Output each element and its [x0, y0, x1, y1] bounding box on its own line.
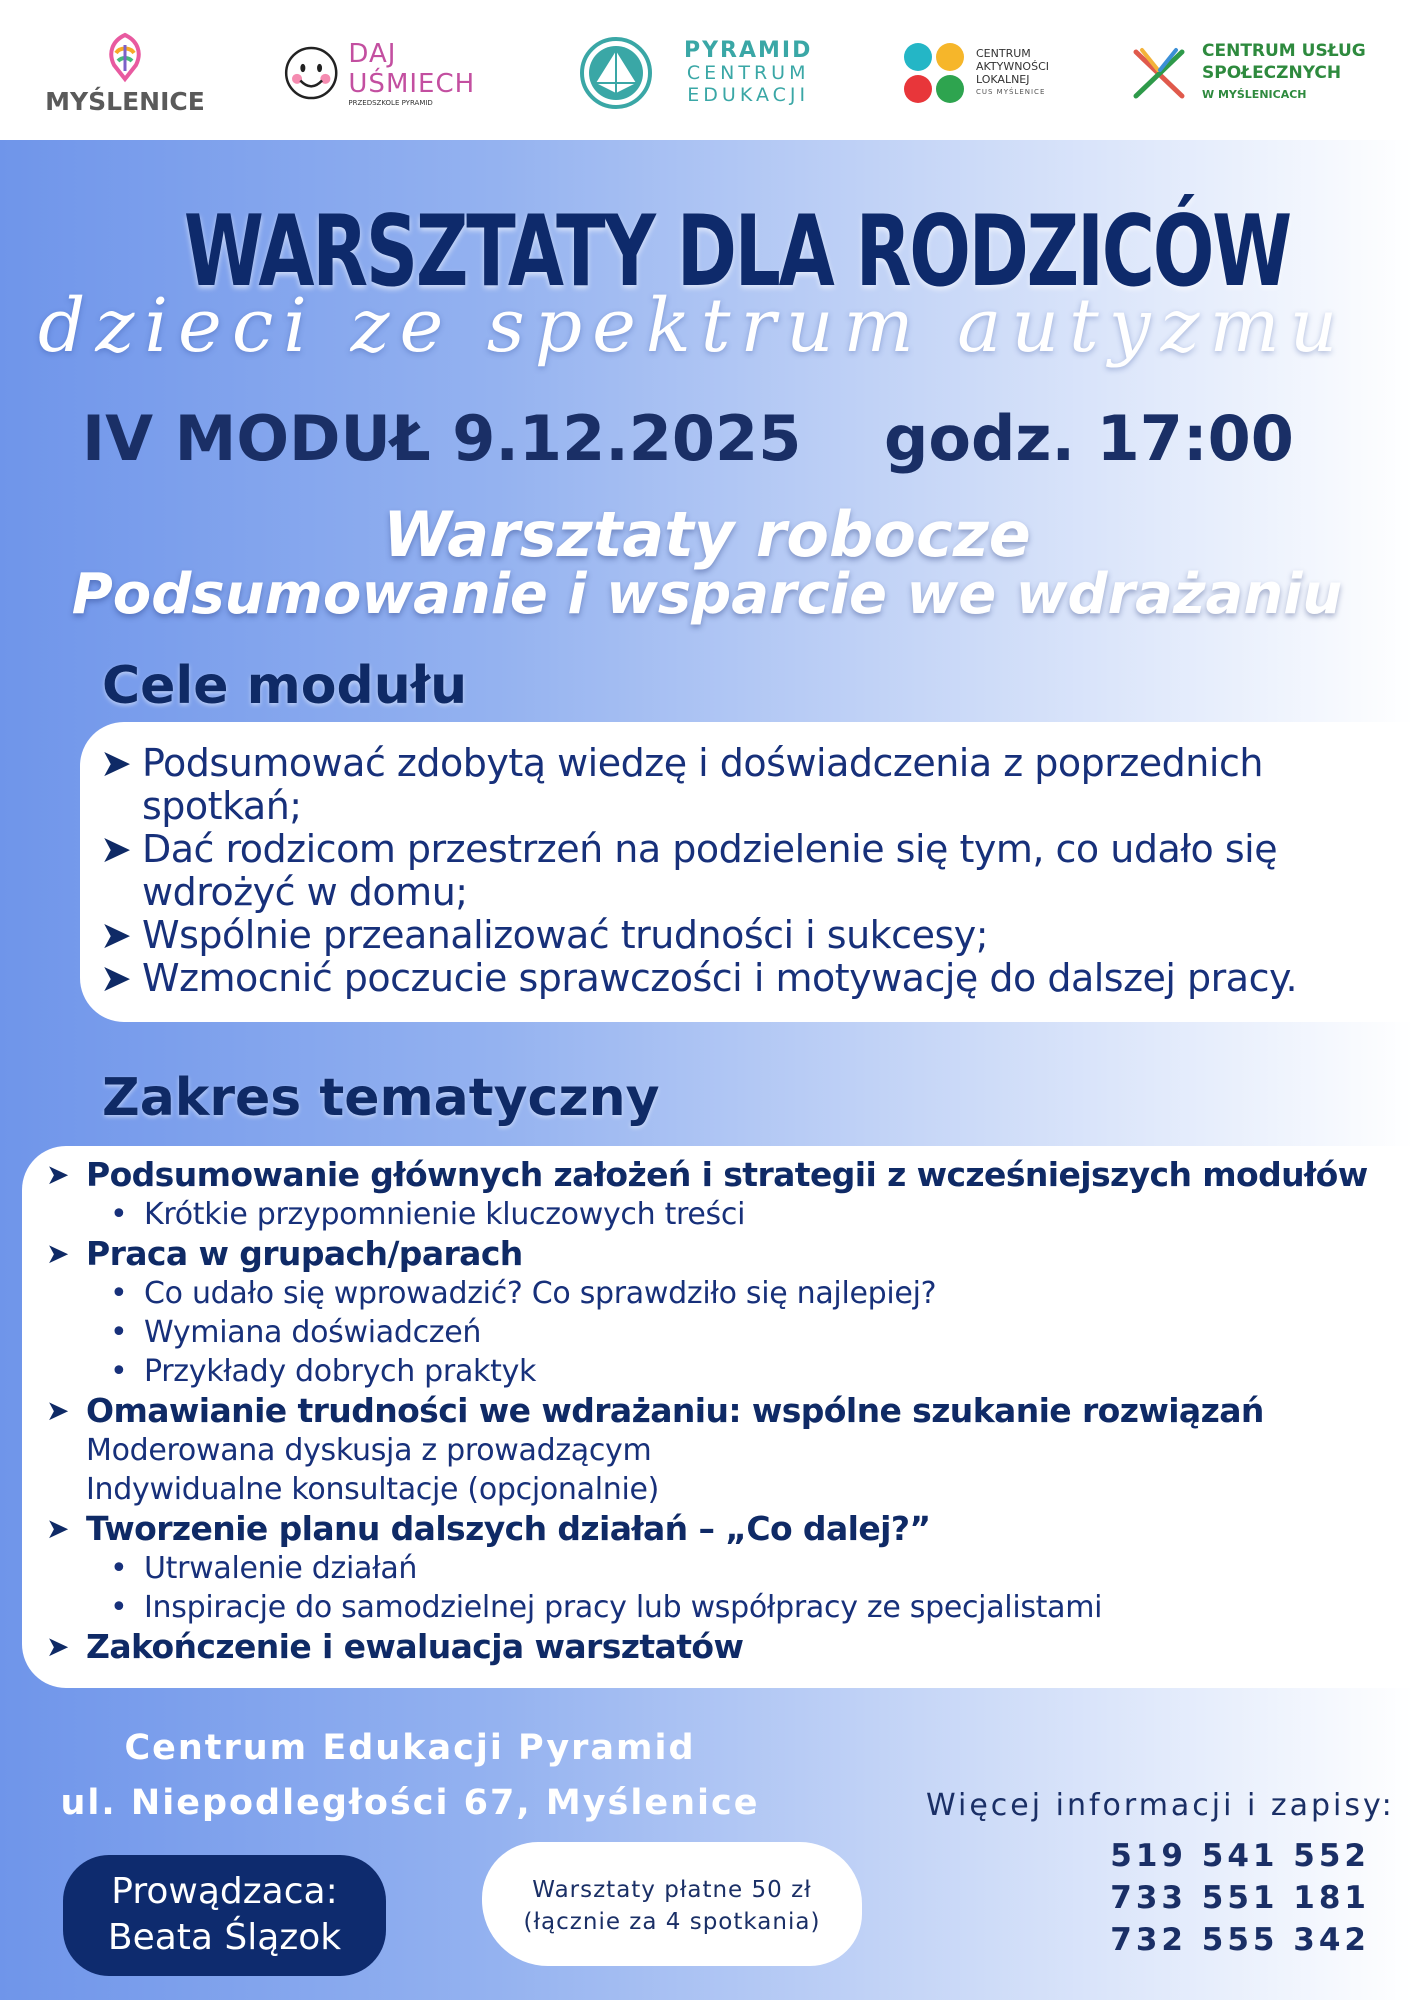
- cal-logo-text-4: CUS MYŚLENICE: [976, 88, 1046, 96]
- bullet-icon: •: [110, 1276, 128, 1311]
- topic-subitem: Utrwalenie działań: [144, 1551, 418, 1586]
- topic-title: Praca w grupach/parach: [86, 1234, 523, 1273]
- chevron-right-icon: ➤: [46, 1394, 69, 1427]
- phone-number: 732 555 342: [1110, 1922, 1370, 1958]
- pyramid-logo-text-3: EDUKACJI: [687, 84, 810, 106]
- colored-dots-icon: [902, 41, 966, 105]
- pyramid-emblem-icon: [578, 35, 654, 111]
- cal-logo-text: CENTRUM: [976, 47, 1031, 60]
- bullet-icon: •: [110, 1551, 128, 1586]
- goal-text-continued: wdrożyć w domu;: [142, 870, 468, 914]
- leader-label: Prowądzaca:: [111, 1871, 338, 1912]
- topic-title: Zakończenie i ewaluacja warsztatów: [86, 1627, 744, 1666]
- goal-text: Podsumować zdobytą wiedzę i doświadczenia z poprzednich: [142, 741, 1263, 785]
- goal-text: Wzmocnić poczucie sprawczości i motywację do dalszej pracy.: [142, 956, 1298, 1000]
- topic-subitem: Inspiracje do samodzielnej pracy lub współpracy ze specjalistami: [144, 1590, 1103, 1625]
- phone-number: 519 541 552: [1110, 1838, 1370, 1874]
- phone-number: 733 551 181: [1110, 1880, 1370, 1916]
- headline-summary: Podsumowanie i wsparcie we wdrażaniu: [71, 562, 1343, 627]
- list-item: [100, 828, 1400, 914]
- venue-name: Centrum Edukacji Pyramid: [124, 1728, 696, 1768]
- cus-logo: [1128, 18, 1388, 128]
- list-item: [46, 1313, 1406, 1352]
- myslenice-logo-text: MYŚLENICE: [45, 86, 205, 116]
- list-item: [46, 1549, 1406, 1588]
- chevron-right-icon: ➤: [46, 1237, 69, 1270]
- chevron-right-icon: ➤: [46, 1630, 69, 1663]
- myslenice-logo: [40, 18, 210, 128]
- daj-usmiech-logo-text: DAJ UŚMIECH: [348, 39, 476, 99]
- list-item: [46, 1195, 1406, 1234]
- topic-subitem: Wymiana doświadczeń: [144, 1315, 482, 1350]
- topic-subitem: Co udało się wprowadzić? Co sprawdziło się najlepiej?: [144, 1276, 937, 1311]
- fee-badge: [482, 1842, 862, 1966]
- fee-note: (łącznie za 4 spotkania): [523, 1909, 821, 1935]
- venue-address: ul. Niepodległości 67, Myślenice: [60, 1783, 760, 1823]
- topic-title: Podsumowanie głównych założeń i strategii z wcześniejszych modułów: [86, 1155, 1368, 1194]
- chevron-right-icon: ➤: [100, 913, 132, 957]
- daj-usmiech-logo: [282, 18, 502, 128]
- list-item: [46, 1352, 1406, 1391]
- myslenice-emblem-icon: [100, 31, 150, 83]
- list-item: [100, 914, 1400, 957]
- topics-list: [46, 1155, 1406, 1667]
- cal-logo: [902, 18, 1082, 128]
- logo-bar: [0, 0, 1414, 140]
- goals-list: [100, 742, 1400, 1000]
- goals-heading: Cele modułu: [102, 656, 468, 716]
- list-item: [46, 1234, 1406, 1274]
- chevron-right-icon: ➤: [46, 1512, 69, 1545]
- chevron-right-icon: ➤: [100, 741, 132, 785]
- chevron-right-icon: ➤: [100, 956, 132, 1000]
- module-time: godz. 17:00: [884, 402, 1294, 475]
- hands-icon: [1128, 42, 1190, 104]
- bullet-icon: •: [110, 1315, 128, 1350]
- pyramid-logo: [578, 18, 838, 128]
- pyramid-logo-text-2: CENTRUM: [686, 62, 810, 84]
- pyramid-logo-text: PYRAMID: [684, 38, 813, 63]
- cal-logo-text-2: AKTYWNOŚCI: [976, 60, 1049, 73]
- leader-badge: [63, 1855, 386, 1976]
- main-title: WARSZTATY DLA RODZICÓW: [183, 195, 1290, 309]
- cus-logo-text: CENTRUM USŁUG: [1202, 41, 1366, 61]
- fee-line: Warsztaty płatne 50 zł: [532, 1877, 812, 1903]
- bullet-icon: •: [110, 1354, 128, 1389]
- headline-workshops: Warsztaty robocze: [383, 498, 1031, 571]
- cus-logo-text-3: W MYŚLENICACH: [1202, 88, 1307, 101]
- contact-label: Więcej informacji i zapisy:: [926, 1788, 1395, 1823]
- topic-title: Omawianie trudności we wdrażaniu: wspólne szukanie rozwiązań: [86, 1391, 1264, 1430]
- list-item: [46, 1274, 1406, 1313]
- list-item: [100, 957, 1400, 1000]
- topic-detail: Indywidualne konsultacje (opcjonalnie): [86, 1472, 660, 1507]
- topic-subitem: Przykłady dobrych praktyk: [144, 1354, 537, 1389]
- goal-text-continued: spotkań;: [142, 784, 302, 828]
- bullet-icon: •: [110, 1197, 128, 1232]
- cal-logo-text-3: LOKALNEJ: [976, 73, 1030, 86]
- module-date: IV MODUŁ 9.12.2025: [82, 402, 802, 475]
- goal-text: Dać rodzicom przestrzeń na podzielenie się tym, co udało się: [142, 827, 1278, 871]
- cus-logo-text-2: SPOŁECZNYCH: [1202, 63, 1342, 83]
- list-item: [46, 1155, 1406, 1195]
- chevron-right-icon: ➤: [100, 827, 132, 871]
- smiley-face-icon: [282, 38, 340, 108]
- list-item: [46, 1588, 1406, 1627]
- list-item: [100, 742, 1400, 828]
- daj-usmiech-small-text: PRZEDSZKOLE PYRAMID: [348, 99, 433, 107]
- bullet-icon: •: [110, 1590, 128, 1625]
- topics-heading: Zakres tematyczny: [102, 1068, 660, 1128]
- leader-name: Beata Ślązok: [107, 1917, 342, 1958]
- list-item: [46, 1627, 1406, 1667]
- goal-text: Wspólnie przeanalizować trudności i sukcesy;: [142, 913, 989, 957]
- topic-detail: Moderowana dyskusja z prowadzącym: [86, 1433, 652, 1468]
- topic-title: Tworzenie planu dalszych działań – „Co dalej?”: [86, 1509, 931, 1548]
- list-item: [46, 1509, 1406, 1549]
- chevron-right-icon: ➤: [46, 1158, 69, 1191]
- topic-subitem: Krótkie przypomnienie kluczowych treści: [144, 1197, 746, 1232]
- subtitle: dzieci ze spektrum autyzmu: [38, 283, 1348, 369]
- list-item: [46, 1391, 1406, 1431]
